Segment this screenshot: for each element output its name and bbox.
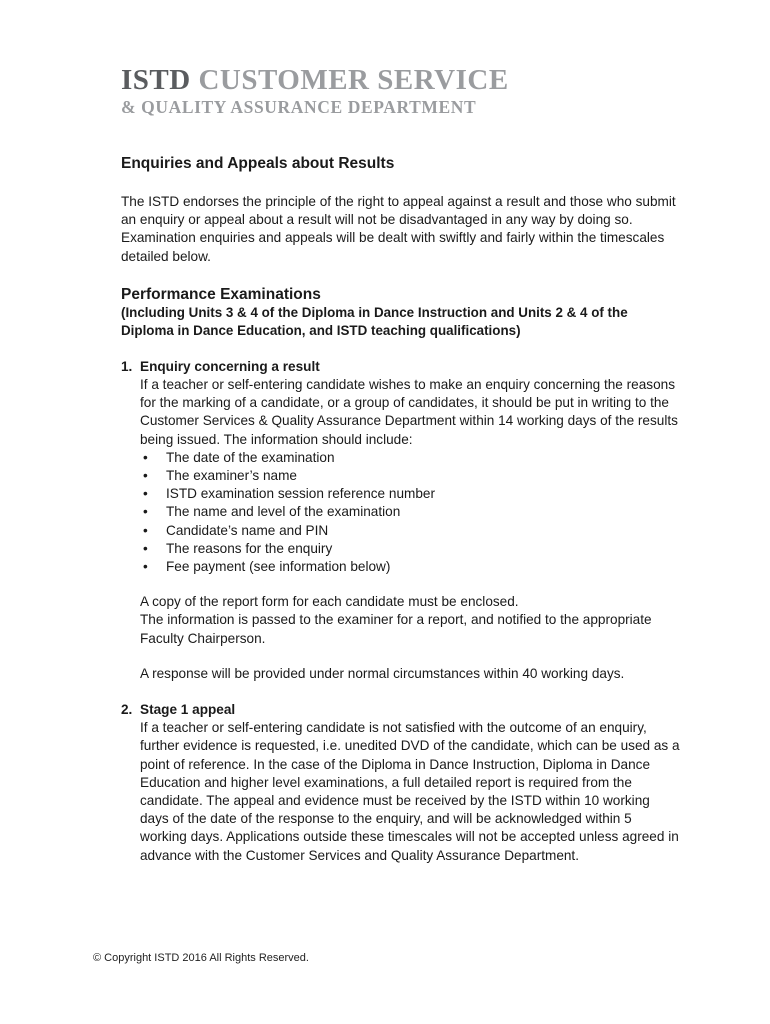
bullet-item: • The name and level of the examination (140, 503, 681, 521)
report-form-note: A copy of the report form for each candidate must be enclosed. (140, 594, 519, 610)
brand-istd: ISTD (121, 64, 191, 96)
bullet-item: • ISTD examination session reference number (140, 485, 681, 503)
intro-paragraph: The ISTD endorses the principle of the right to appeal against a result and those who submit an enquiry or appeal about a result will not be disadvantaged in any way by doing so. Examination enquiries and appeals will be dealt with swiftly and fairly within the timescales detailed below. (121, 194, 676, 264)
brand-line-1 (121, 64, 509, 96)
brand-department: & QUALITY ASSURANCE DEPARTMENT (121, 97, 477, 117)
section-title: Performance Examinations (121, 285, 321, 303)
brand-customer-service: CUSTOMER SERVICE (198, 64, 509, 96)
examiner-note: The information is passed to the examiner for a report, and notified to the appropriate Faculty Chairperson. (140, 612, 652, 646)
item-body: If a teacher or self-entering candidate wishes to make an enquiry concerning the reasons for the marking of a candidate, or a group of candidates, it should be put in writing to the Customer Services & Quality Assurance Department within 14 working days of the results being issued. The information should include: (140, 377, 678, 447)
bullet-item: • The examiner’s name (140, 467, 681, 485)
footer-copyright: © Copyright ISTD 2016 All Rights Reserved. (93, 952, 309, 964)
response-note: A response will be provided under normal circumstances within 40 working days. (140, 665, 625, 681)
item-heading: Enquiry concerning a result (140, 358, 320, 374)
numbered-list (121, 358, 681, 865)
brand-logo (121, 64, 509, 118)
list-item-enquiry (121, 358, 681, 683)
section-subtitle: (Including Units 3 & 4 of the Diploma in Dance Instruction and Units 2 & 4 of the Diploma in Dance Education, and ISTD teaching qualifications) (121, 304, 628, 338)
bullet-item: • Fee payment (see information below) (140, 558, 681, 576)
item-number: 1. (121, 358, 133, 374)
bullet-item: • The date of the examination (140, 449, 681, 467)
item-heading: Stage 1 appeal (140, 702, 236, 718)
bullet-item: • Candidate’s name and PIN (140, 522, 681, 540)
item-number: 2. (121, 702, 133, 718)
list-item-stage-1-appeal (121, 701, 681, 865)
bullet-item: • The reasons for the enquiry (140, 540, 681, 558)
item-body: If a teacher or self-entering candidate is not satisfied with the outcome of an enquiry, further evidence is requested, i.e. unedited DVD of the candidate, which can be used as a point of reference. In the case of the Diploma in Dance Instruction, Diploma in Dance Education and higher level examinations, a full detailed report is required from the candidate. The appeal and evidence must be received by the ISTD within 10 working days of the date of the response to the enquiry, and will be acknowledged within 5 working days. Applications outside these timescales will not be accepted unless agreed in advance with the Customer Services and Quality Assurance Department. (140, 720, 680, 863)
bullet-list (140, 449, 681, 576)
document-content (121, 153, 681, 865)
page-title: Enquiries and Appeals about Results (121, 155, 395, 172)
